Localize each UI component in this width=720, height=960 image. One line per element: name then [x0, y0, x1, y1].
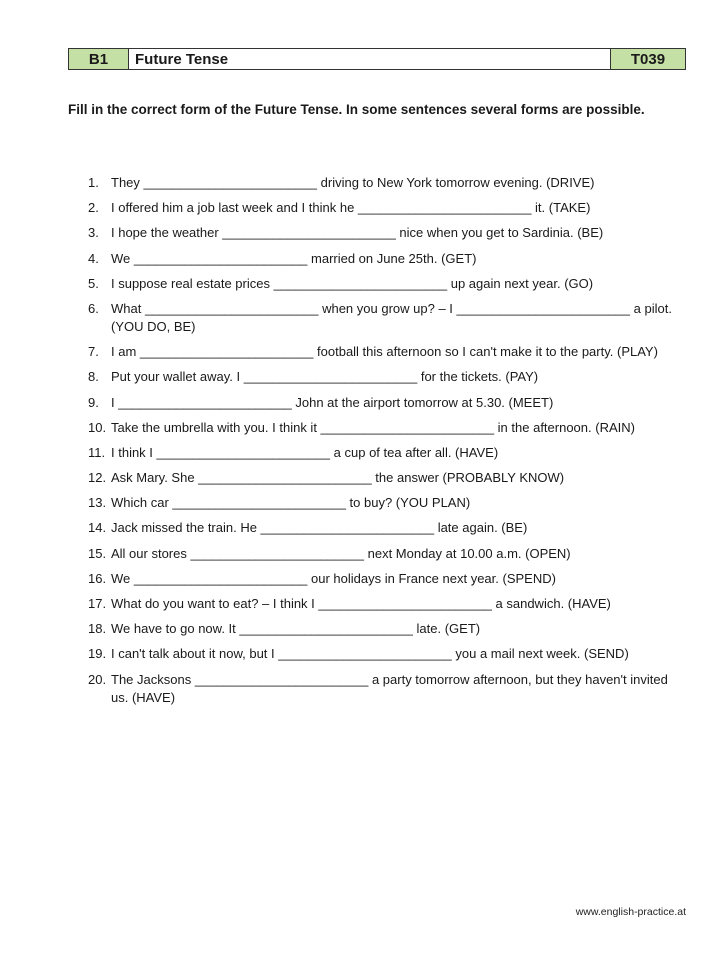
- exercise-number: 15.: [88, 545, 107, 561]
- exercise-item: [88, 671, 688, 707]
- exercise-item: [88, 570, 688, 588]
- exercise-number: 9.: [88, 394, 99, 410]
- exercise-number: 4.: [88, 250, 99, 266]
- exercise-item: [88, 494, 688, 512]
- exercise-number: 6.: [88, 300, 99, 316]
- exercise-number: 7.: [88, 344, 99, 360]
- exercise-item: [88, 595, 688, 613]
- exercise-text: I ________________________ John at the airport tomorrow at 5.30. (MEET): [111, 394, 554, 410]
- exercise-item: [88, 343, 688, 361]
- exercise-number: 2.: [88, 200, 99, 216]
- exercise-item: [88, 174, 688, 192]
- exercise-item: [88, 620, 688, 638]
- exercise-text: I suppose real estate prices ________________________ up again next year. (GO): [111, 275, 594, 291]
- exercise-text: Jack missed the train. He ________________________ late again. (BE): [111, 520, 528, 536]
- exercise-number: 18.: [88, 621, 107, 637]
- exercise-text: They ________________________ driving to New York tomorrow evening. (DRIVE): [111, 175, 595, 190]
- exercise-number: 10.: [88, 419, 107, 435]
- exercise-number: 19.: [88, 646, 107, 662]
- exercise-item: [88, 224, 688, 242]
- exercise-item: [88, 545, 688, 563]
- exercise-text: I offered him a job last week and I think he ________________________ it. (TAKE): [111, 200, 591, 216]
- exercise-item: [88, 394, 688, 412]
- exercise-item: [88, 519, 688, 537]
- exercise-text: All our stores ________________________ next Monday at 10.00 a.m. (OPEN): [111, 545, 571, 561]
- exercise-list: [88, 174, 688, 714]
- exercise-text: Take the umbrella with you. I think it ________________________ in the afternoon. (RAIN): [111, 419, 635, 435]
- exercise-text: I hope the weather ________________________ nice when you get to Sardinia. (BE): [111, 225, 604, 241]
- exercise-number: 14.: [88, 520, 107, 536]
- exercise-number: 20.: [88, 671, 107, 687]
- exercise-text: I can't talk about it now, but I ________________________ you a mail next week. (SEND): [111, 646, 629, 662]
- exercise-number: 13.: [88, 495, 107, 511]
- exercise-item: [88, 300, 688, 336]
- exercise-text: I think I ________________________ a cup of tea after all. (HAVE): [111, 444, 499, 460]
- exercise-number: 11.: [88, 444, 106, 460]
- worksheet-header: [68, 48, 686, 70]
- footer-website: www.english-practice.at: [575, 906, 686, 918]
- exercise-text: Put your wallet away. I ________________________ for the tickets. (PAY): [111, 369, 539, 385]
- exercise-item: [88, 250, 688, 268]
- exercise-number: 17.: [88, 596, 107, 611]
- worksheet-title: Future Tense: [129, 49, 611, 69]
- exercise-text: We have to go now. It ________________________ late. (GET): [111, 621, 481, 637]
- exercise-text: What ________________________ when you grow up? – I ________________________ a pilot. (YOU DO, BE): [111, 300, 672, 334]
- level-badge: B1: [69, 49, 129, 69]
- exercise-text: Ask Mary. She ________________________ the answer (PROBABLY KNOW): [111, 470, 565, 486]
- exercise-number: 3.: [88, 225, 99, 241]
- exercise-text: I am ________________________ football this afternoon so I can't make it to the party. (PLAY): [111, 344, 658, 360]
- exercise-number: 16.: [88, 570, 107, 586]
- exercise-text: Which car ________________________ to buy? (YOU PLAN): [111, 495, 471, 511]
- exercise-item: [88, 275, 688, 293]
- instructions: Fill in the correct form of the Future Tense. In some sentences several forms are possible.: [68, 102, 645, 117]
- exercise-item: [88, 645, 688, 663]
- exercise-number: 1.: [88, 175, 99, 190]
- exercise-text: What do you want to eat? – I think I ________________________ a sandwich. (HAVE): [111, 596, 611, 611]
- exercise-item: [88, 444, 688, 462]
- exercise-item: [88, 419, 688, 437]
- exercise-number: 8.: [88, 369, 99, 385]
- exercise-item: [88, 199, 688, 217]
- exercise-text: We ________________________ married on June 25th. (GET): [111, 250, 477, 266]
- exercise-number: 5.: [88, 275, 99, 291]
- exercise-text: We ________________________ our holidays in France next year. (SPEND): [111, 570, 556, 586]
- exercise-item: [88, 469, 688, 487]
- worksheet-code: T039: [611, 49, 685, 69]
- exercise-number: 12.: [88, 470, 107, 486]
- exercise-text: The Jacksons ________________________ a party tomorrow afternoon, but they haven't invited us. (HAVE): [111, 671, 668, 705]
- exercise-item: [88, 368, 688, 386]
